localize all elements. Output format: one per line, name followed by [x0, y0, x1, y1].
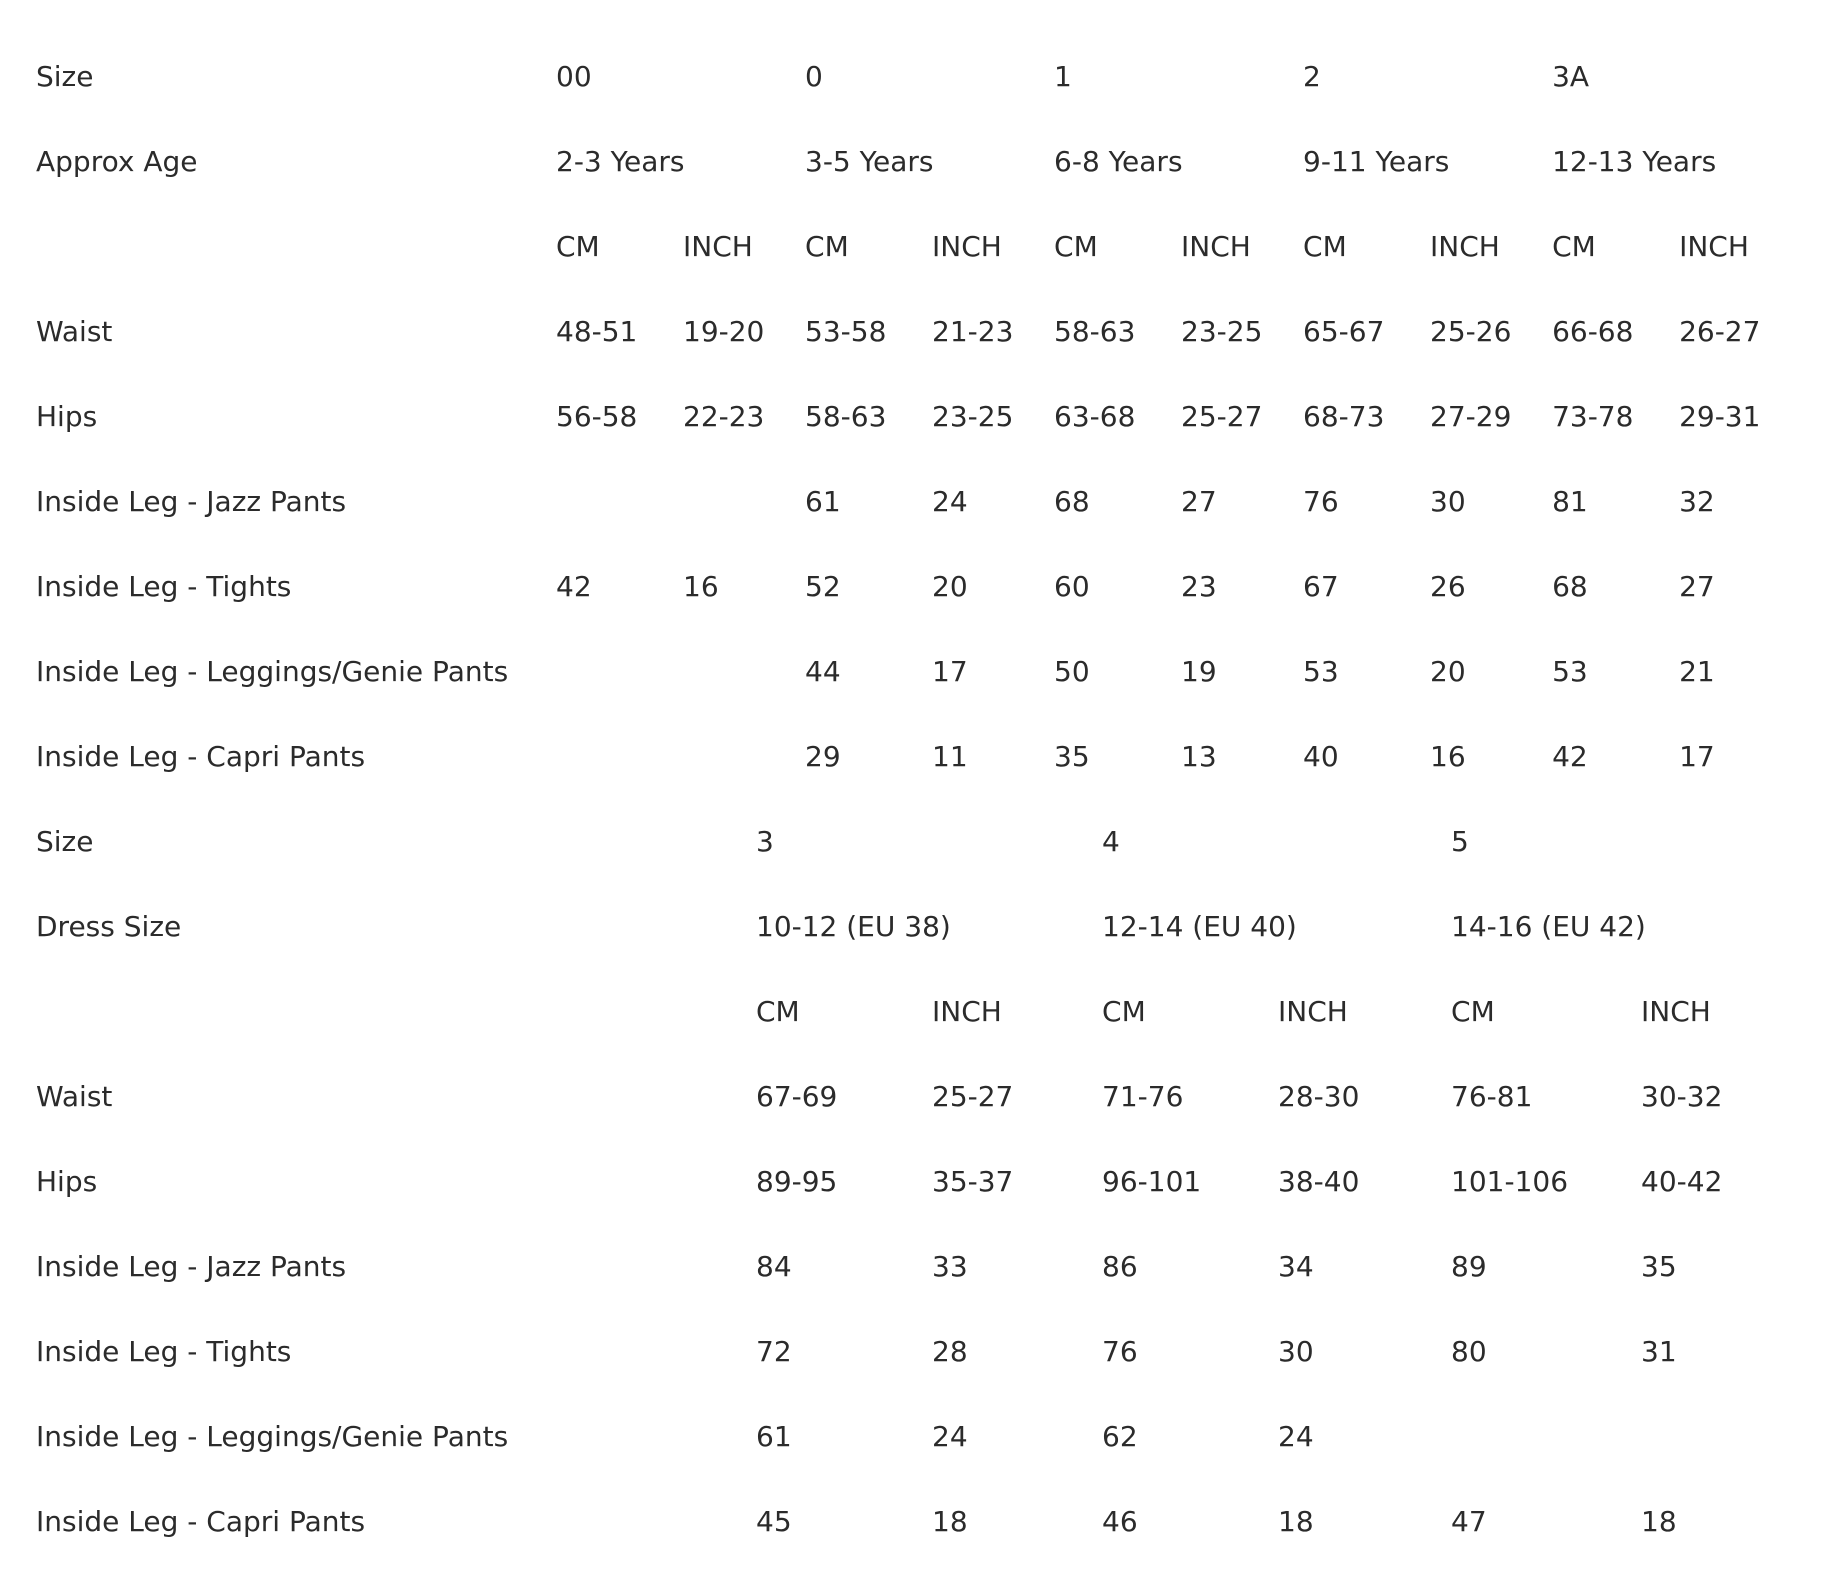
value-inch: 26	[1430, 569, 1466, 603]
value-inch: 25-27	[932, 1079, 1014, 1113]
value-cm	[544, 714, 671, 799]
unit-cm: CM	[1552, 229, 1596, 263]
value-inch: 21-23	[932, 314, 1014, 348]
value-inch: 11	[932, 739, 968, 773]
value-cm: 58-63	[1054, 314, 1136, 348]
measurement-rows	[24, 1054, 1816, 1564]
measurement-row	[24, 629, 1832, 714]
size-chart-kids	[24, 34, 1832, 799]
value-inch: 30	[1430, 484, 1466, 518]
value-inch: 24	[932, 484, 968, 518]
unit-cm: CM	[1451, 994, 1495, 1028]
value-inch: 35-37	[932, 1164, 1014, 1198]
value-inch: 17	[932, 654, 968, 688]
value-cm: 68	[1552, 569, 1588, 603]
age-cell: 9-11 Years	[1303, 144, 1450, 178]
row-label: Inside Leg - Tights	[36, 569, 292, 603]
value-inch: 27-29	[1430, 399, 1512, 433]
value-inch: 18	[1278, 1504, 1314, 1538]
value-cm: 52	[805, 569, 841, 603]
value-inch: 24	[1278, 1419, 1314, 1453]
value-cm: 40	[1303, 739, 1339, 773]
value-inch	[671, 714, 793, 799]
measurement-row	[24, 1224, 1816, 1309]
value-cm: 53-58	[805, 314, 887, 348]
value-inch	[1629, 1394, 1816, 1479]
value-inch	[671, 629, 793, 714]
size-header: 2	[1303, 59, 1321, 93]
row-label: Approx Age	[36, 144, 198, 178]
dress-size-cell: 10-12 (EU 38)	[756, 909, 951, 943]
value-inch: 19-20	[683, 314, 765, 348]
value-cm: 96-101	[1102, 1164, 1202, 1198]
measurement-row	[24, 714, 1832, 799]
row-label: Size	[36, 824, 94, 858]
age-cell: 3-5 Years	[805, 144, 934, 178]
dress-size-cell: 14-16 (EU 42)	[1451, 909, 1646, 943]
unit-inch: INCH	[683, 229, 753, 263]
row-label: Inside Leg - Jazz Pants	[36, 484, 347, 518]
unit-cm: CM	[1054, 229, 1098, 263]
unit-inch: INCH	[1679, 229, 1749, 263]
row-label: Inside Leg - Tights	[36, 1334, 292, 1368]
value-inch: 30-32	[1641, 1079, 1723, 1113]
unit-cm: CM	[556, 229, 600, 263]
value-cm: 46	[1102, 1504, 1138, 1538]
value-inch: 31	[1641, 1334, 1677, 1368]
size-chart-teen	[24, 799, 1816, 1564]
value-inch: 23	[1181, 569, 1217, 603]
value-cm: 76	[1102, 1334, 1138, 1368]
value-cm: 72	[756, 1334, 792, 1368]
value-inch: 34	[1278, 1249, 1314, 1283]
row-label	[24, 204, 544, 289]
value-cm: 61	[805, 484, 841, 518]
value-cm: 65-67	[1303, 314, 1385, 348]
value-cm	[1439, 1394, 1629, 1479]
measurement-rows	[24, 289, 1832, 799]
value-inch: 35	[1641, 1249, 1677, 1283]
row-label: Dress Size	[36, 909, 182, 943]
unit-cm: CM	[1303, 229, 1347, 263]
value-inch: 28	[932, 1334, 968, 1368]
age-row	[24, 119, 1832, 204]
value-cm: 101-106	[1451, 1164, 1569, 1198]
value-cm: 73-78	[1552, 399, 1634, 433]
unit-inch: INCH	[1181, 229, 1251, 263]
value-cm: 71-76	[1102, 1079, 1184, 1113]
value-cm: 35	[1054, 739, 1090, 773]
value-inch: 23-25	[932, 399, 1014, 433]
value-inch: 27	[1181, 484, 1217, 518]
value-cm: 63-68	[1054, 399, 1136, 433]
value-inch: 18	[932, 1504, 968, 1538]
value-cm: 81	[1552, 484, 1588, 518]
value-inch: 19	[1181, 654, 1217, 688]
unit-inch: INCH	[932, 229, 1002, 263]
value-inch: 17	[1679, 739, 1715, 773]
measurement-row	[24, 1054, 1816, 1139]
age-cell: 6-8 Years	[1054, 144, 1183, 178]
value-inch: 40-42	[1641, 1164, 1723, 1198]
value-cm: 76	[1303, 484, 1339, 518]
value-inch: 18	[1641, 1504, 1677, 1538]
value-cm: 58-63	[805, 399, 887, 433]
value-cm	[544, 629, 671, 714]
value-inch: 22-23	[683, 399, 765, 433]
unit-inch: INCH	[1278, 994, 1348, 1028]
value-cm: 50	[1054, 654, 1090, 688]
row-label: Inside Leg - Leggings/Genie Pants	[36, 654, 509, 688]
value-cm: 80	[1451, 1334, 1487, 1368]
value-cm: 48-51	[556, 314, 638, 348]
measurement-row	[24, 544, 1832, 629]
value-inch	[671, 459, 793, 544]
value-inch: 25-26	[1430, 314, 1512, 348]
value-inch: 30	[1278, 1334, 1314, 1368]
value-inch: 20	[1430, 654, 1466, 688]
value-cm: 29	[805, 739, 841, 773]
unit-cm: CM	[756, 994, 800, 1028]
value-cm: 44	[805, 654, 841, 688]
value-inch: 38-40	[1278, 1164, 1360, 1198]
measurement-row	[24, 1394, 1816, 1479]
value-inch: 26-27	[1679, 314, 1761, 348]
measurement-row	[24, 374, 1832, 459]
value-inch: 13	[1181, 739, 1217, 773]
value-cm: 42	[556, 569, 592, 603]
value-cm: 42	[1552, 739, 1588, 773]
value-inch: 21	[1679, 654, 1715, 688]
value-cm: 76-81	[1451, 1079, 1533, 1113]
size-header: 3A	[1552, 59, 1590, 93]
value-cm: 53	[1552, 654, 1588, 688]
unit-row	[24, 204, 1832, 289]
row-label: Waist	[36, 1079, 113, 1113]
value-cm: 67	[1303, 569, 1339, 603]
value-cm: 84	[756, 1249, 792, 1283]
value-inch: 29-31	[1679, 399, 1761, 433]
value-cm: 67-69	[756, 1079, 838, 1113]
value-cm: 68	[1054, 484, 1090, 518]
value-inch: 28-30	[1278, 1079, 1360, 1113]
value-cm: 62	[1102, 1419, 1138, 1453]
size-header: 00	[556, 59, 592, 93]
value-cm: 68-73	[1303, 399, 1385, 433]
value-cm: 66-68	[1552, 314, 1634, 348]
unit-inch: INCH	[1641, 994, 1711, 1028]
row-label: Waist	[36, 314, 113, 348]
unit-cm: CM	[1102, 994, 1146, 1028]
row-label: Inside Leg - Jazz Pants	[36, 1249, 347, 1283]
value-inch: 32	[1679, 484, 1715, 518]
measurement-row	[24, 1309, 1816, 1394]
row-label: Inside Leg - Leggings/Genie Pants	[36, 1419, 509, 1453]
size-header: 0	[805, 59, 823, 93]
dress-size-row	[24, 884, 1816, 969]
value-cm: 47	[1451, 1504, 1487, 1538]
unit-row	[24, 969, 1816, 1054]
measurement-row	[24, 1139, 1816, 1224]
size-row	[24, 34, 1832, 119]
row-label	[24, 969, 744, 1054]
value-inch: 25-27	[1181, 399, 1263, 433]
measurement-row	[24, 459, 1832, 544]
row-label: Inside Leg - Capri Pants	[36, 739, 366, 773]
unit-cm: CM	[805, 229, 849, 263]
size-header: 5	[1451, 824, 1469, 858]
value-cm: 86	[1102, 1249, 1138, 1283]
value-cm: 61	[756, 1419, 792, 1453]
size-row	[24, 799, 1816, 884]
value-inch: 16	[683, 569, 719, 603]
value-cm: 53	[1303, 654, 1339, 688]
value-inch: 23-25	[1181, 314, 1263, 348]
size-header: 1	[1054, 59, 1072, 93]
value-inch: 20	[932, 569, 968, 603]
unit-inch: INCH	[1430, 229, 1500, 263]
age-cell: 2-3 Years	[556, 144, 685, 178]
row-label: Inside Leg - Capri Pants	[36, 1504, 366, 1538]
value-cm: 89	[1451, 1249, 1487, 1283]
row-label: Hips	[36, 1164, 98, 1198]
measurement-row	[24, 289, 1832, 374]
dress-size-cell: 12-14 (EU 40)	[1102, 909, 1297, 943]
value-cm: 89-95	[756, 1164, 838, 1198]
value-cm	[544, 459, 671, 544]
value-cm: 45	[756, 1504, 792, 1538]
unit-inch: INCH	[932, 994, 1002, 1028]
measurement-row	[24, 1479, 1816, 1564]
value-inch: 33	[932, 1249, 968, 1283]
row-label: Size	[36, 59, 94, 93]
value-inch: 24	[932, 1419, 968, 1453]
value-cm: 60	[1054, 569, 1090, 603]
size-header: 4	[1102, 824, 1120, 858]
value-inch: 16	[1430, 739, 1466, 773]
size-header: 3	[756, 824, 774, 858]
row-label: Hips	[36, 399, 98, 433]
value-inch: 27	[1679, 569, 1715, 603]
age-cell: 12-13 Years	[1552, 144, 1717, 178]
value-cm: 56-58	[556, 399, 638, 433]
